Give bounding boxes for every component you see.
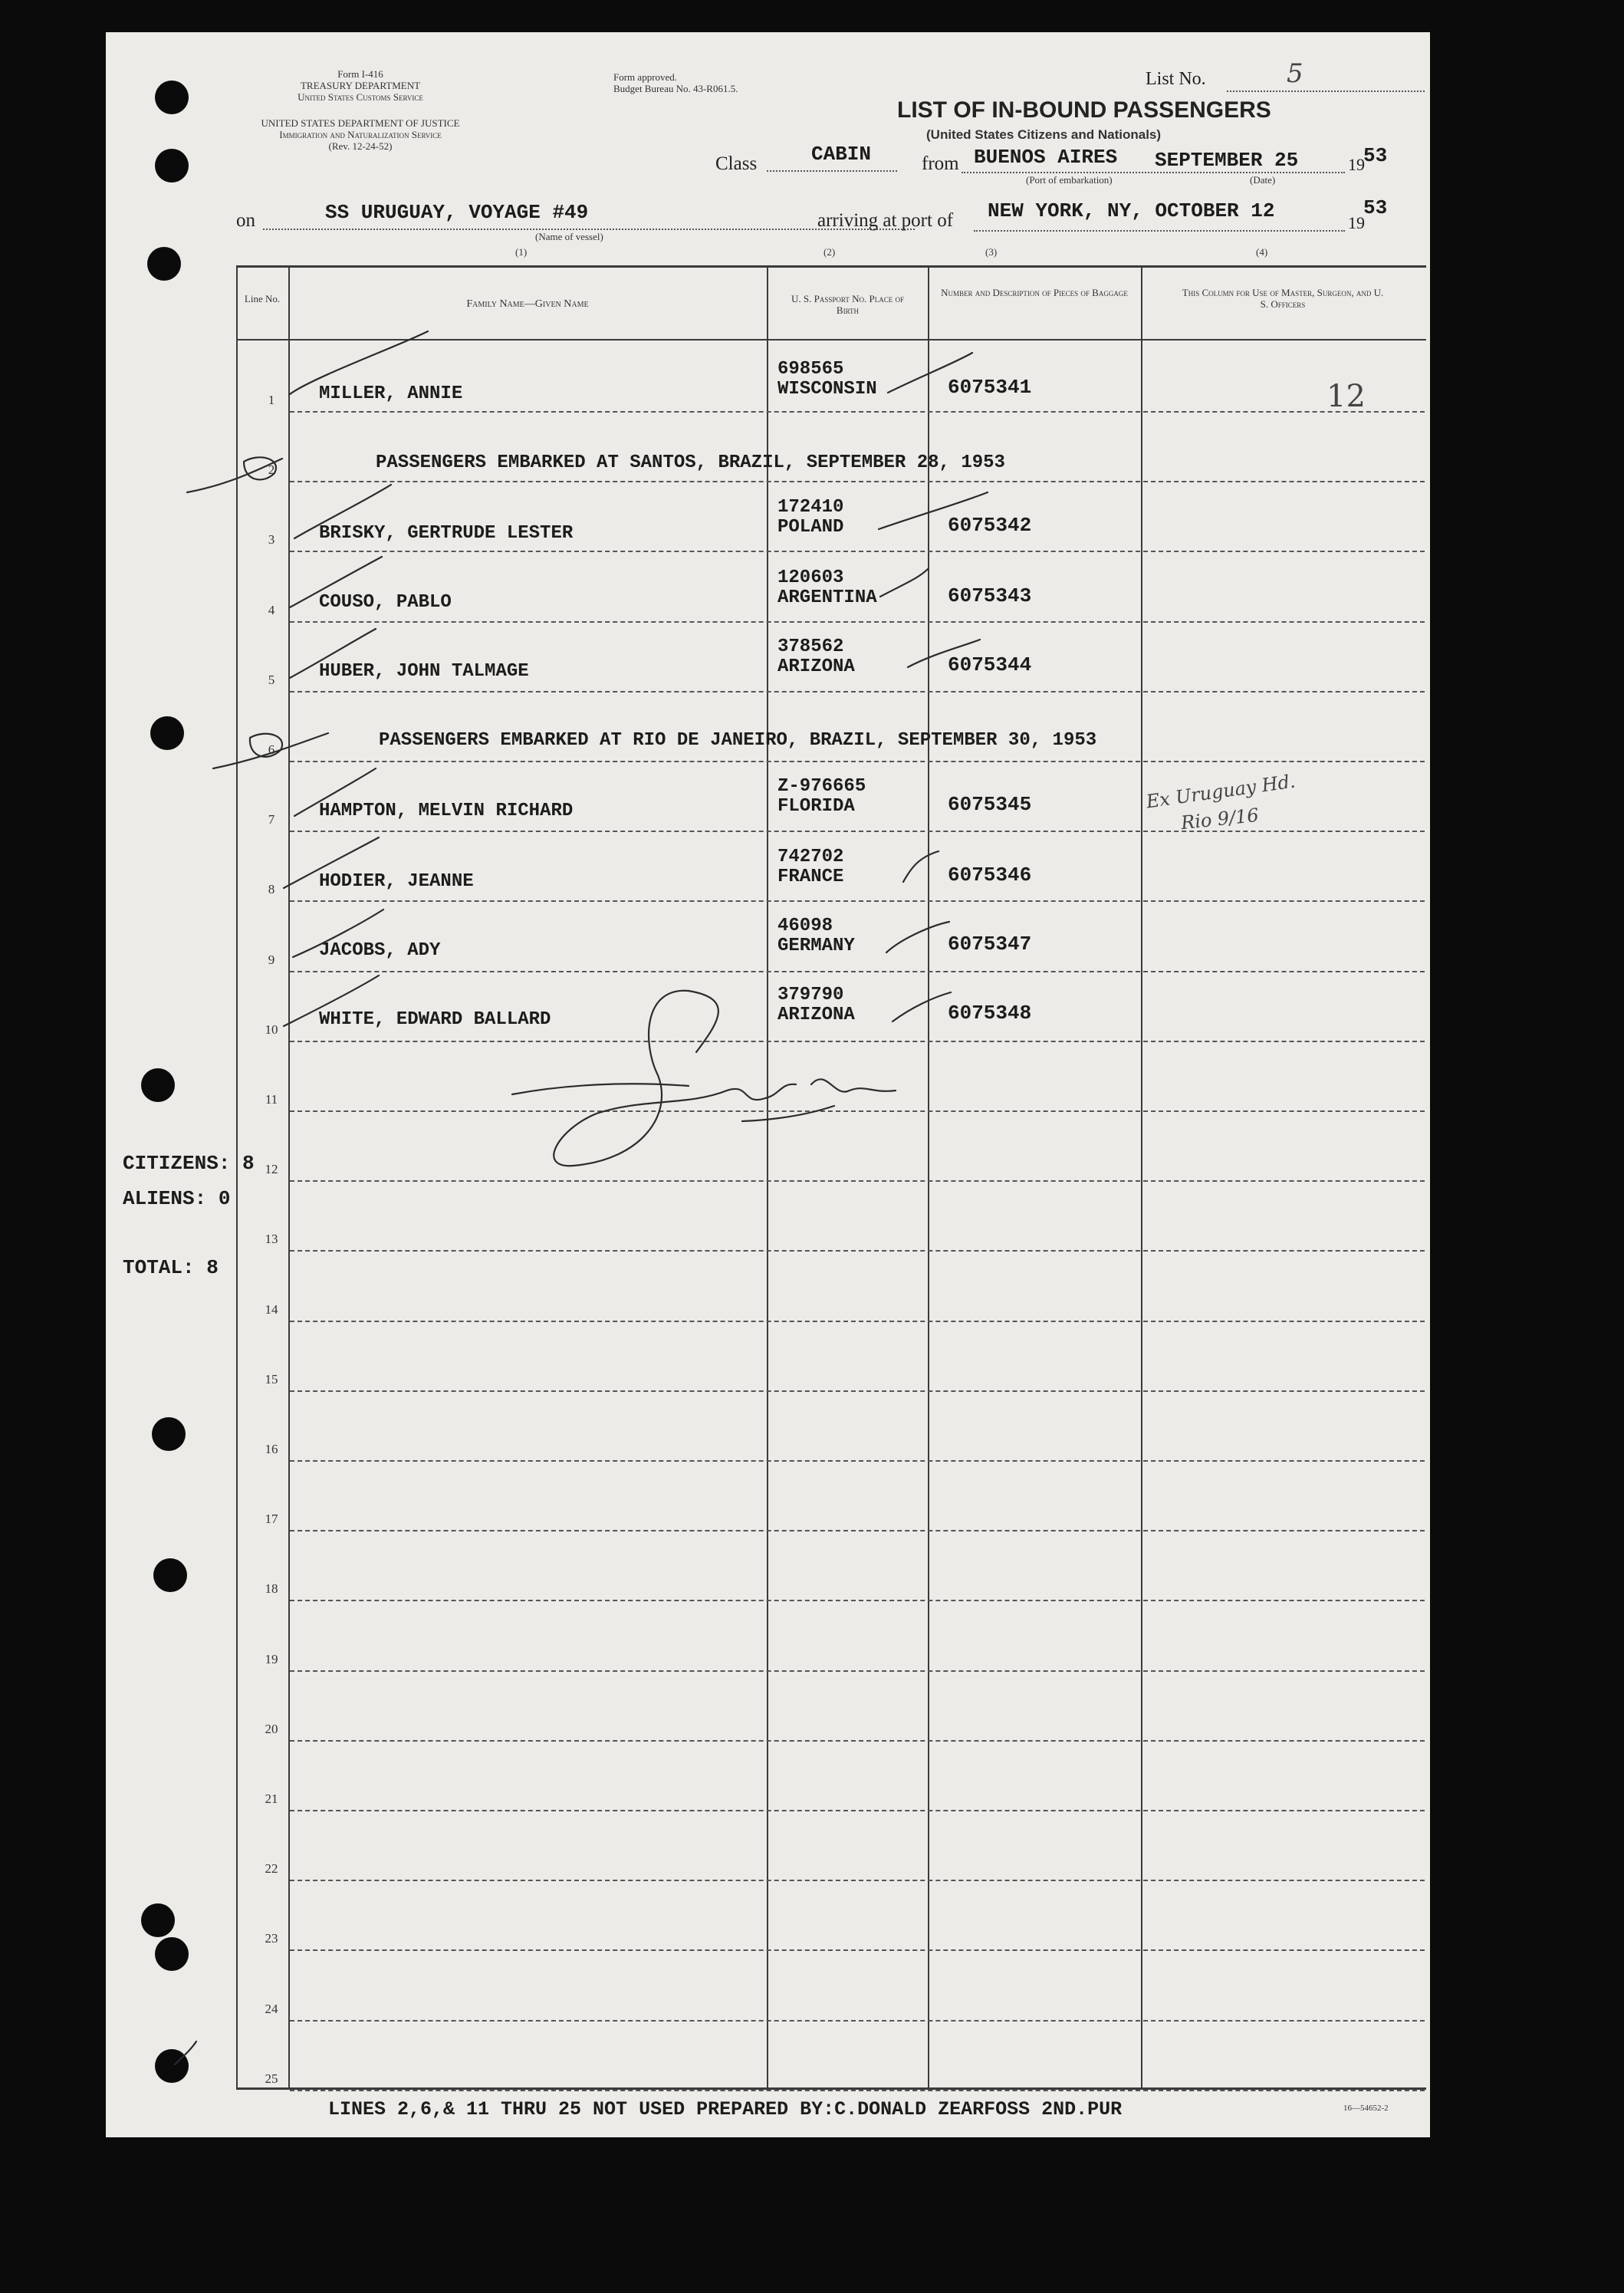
line-number: 11 [265,1092,278,1107]
header-baggage: Number and Description of Pieces of Baggage [941,287,1128,298]
check-mark [293,910,383,957]
passenger-name: COUSO, PABLO [319,592,452,613]
footer-note: LINES 2,6,& 11 THRU 25 NOT USED PREPARED BY:C.DONALD ZEARFOSS 2ND.PUR [328,2098,1123,2120]
line-number: 21 [265,1791,278,1806]
passenger-name: HUBER, JOHN TALMAGE [319,661,529,682]
baggage-number: 6075343 [948,584,1032,607]
class-label: Class [715,153,758,174]
check-mark [284,975,379,1026]
handwritten-note: Ex Uruguay Hd. [1145,770,1297,813]
handwritten-count: 12 [1326,379,1366,414]
from-port: BUENOS AIRES [974,146,1118,169]
form-subtitle: (United States Citizens and Nationals) [926,127,1162,142]
list-no-label: List No. [1146,69,1206,89]
citizens-count: CITIZENS: 8 [123,1152,255,1175]
passport-number: Z-976665 [777,776,866,797]
line-number: 17 [265,1512,278,1526]
year-prefix: 19 [1348,213,1365,232]
passenger-name: HAMPTON, MELVIN RICHARD [319,801,574,821]
line-number: 4 [268,603,275,617]
justice-department: UNITED STATES DEPARTMENT OF JUSTICE [261,117,460,129]
passport-number: 378562 [777,637,844,657]
birthplace: ARGENTINA [777,587,877,608]
line-number: 18 [265,1581,278,1596]
birthplace: GERMANY [777,936,855,956]
line-number: 24 [265,2002,278,2016]
line-number: 14 [265,1302,278,1317]
col-number-3: (3) [985,246,998,258]
passport-number: 742702 [777,847,844,867]
passport-number: 46098 [777,916,833,936]
section-header-rio: PASSENGERS EMBARKED AT RIO DE JANEIRO, BRAZIL, SEPTEMBER 30, 1953 [379,730,1097,751]
arrival-port-date: NEW YORK, NY, OCTOBER 12 [988,199,1275,222]
signature [512,991,796,1166]
line-number: 19 [265,1652,278,1666]
header-family-name: Family Name—Given Name [466,298,589,310]
baggage-number: 6075344 [948,653,1032,676]
baggage-number: 6075342 [948,514,1032,537]
aliens-count: ALIENS: 0 [123,1187,231,1210]
passenger-name: MILLER, ANNIE [319,383,463,404]
line-number: 1 [268,393,275,407]
handwritten-note: Rio 9/16 [1179,804,1260,834]
line-number: 25 [265,2071,278,2086]
form-title: LIST OF IN-BOUND PASSENGERS [897,97,1271,123]
check-mark [290,557,382,607]
baggage-number: 6075345 [948,793,1032,816]
line-number: 9 [268,952,275,967]
check-mark [290,629,376,678]
line-number: 15 [265,1372,278,1387]
line-number: 7 [268,812,275,827]
passenger-name: BRISKY, GERTRUDE LESTER [319,523,574,544]
check-mark [294,768,376,816]
customs-service: United States Customs Service [298,91,423,103]
col-number-1: (1) [515,246,528,258]
passport-tick [888,353,972,393]
treasury-department: TREASURY DEPARTMENT [300,80,421,91]
col-number-4: (4) [1256,246,1268,258]
line-number: 12 [265,1162,278,1176]
date-caption: (Date) [1250,174,1276,186]
form-number: Form I-416 [337,68,383,80]
form-revision: (Rev. 12-24-52) [328,140,393,152]
col-number-2: (2) [824,246,836,258]
passport-number: 172410 [777,497,844,518]
on-label: on [236,210,255,231]
check-mark [213,733,328,768]
check-mark [284,837,379,888]
check-mark [187,459,282,492]
passenger-name: WHITE, EDWARD BALLARD [319,1009,551,1030]
passport-tick [903,851,939,882]
header-line-no: Line No. [244,293,281,304]
section-header-santos: PASSENGERS EMBARKED AT SANTOS, BRAZIL, SEPTEMBER 28, 1953 [376,452,1005,473]
line-number: 5 [268,673,275,687]
birthplace: WISCONSIN [777,379,877,400]
passport-number: 379790 [777,985,844,1005]
check-mark [290,331,428,394]
line-number: 13 [265,1232,278,1246]
birthplace: FLORIDA [777,796,855,817]
birthplace: FRANCE [777,867,844,887]
form-approved: Form approved. [613,71,678,83]
line-number: 22 [265,1861,278,1876]
birthplace: ARIZONA [777,656,855,677]
immigration-service: Immigration and Naturalization Service [279,129,442,140]
birthplace: POLAND [777,517,844,538]
passport-tick [908,640,980,667]
year-prefix: 19 [1348,155,1365,174]
passport-number: 698565 [777,359,844,380]
birthplace: ARIZONA [777,1005,855,1025]
line-number: 10 [265,1022,278,1037]
form-code: 16—54652-2 [1343,2104,1389,2113]
line-number: 3 [268,532,275,547]
year-value: 53 [1363,144,1388,167]
line-number: 20 [265,1722,278,1736]
arriving-label: arriving at port of [817,210,954,231]
line-number: 6 [268,742,275,757]
passenger-name: HODIER, JEANNE [319,871,474,892]
line-number: 23 [265,1931,278,1946]
handwriting-marks [106,32,1430,2137]
from-label: from [922,153,959,174]
header-passport-birthplace: U. S. Passport No. Place of Birth [791,293,904,316]
passenger-manifest-page [106,32,1430,2137]
arrival-year: 53 [1363,196,1388,219]
circle-mark [250,734,282,757]
baggage-number: 6075346 [948,864,1032,887]
baggage-number: 6075348 [948,1002,1032,1025]
passport-tick [879,492,988,529]
passport-tick [886,922,949,952]
passport-tick [893,992,951,1021]
passport-number: 120603 [777,567,844,588]
vessel-caption: (Name of vessel) [535,231,603,242]
passport-tick [880,569,928,597]
signature [742,1079,896,1121]
check-mark [294,485,391,538]
from-date: SEPTEMBER 25 [1155,149,1299,172]
list-no-value: 5 [1287,58,1303,89]
baggage-number: 6075341 [948,376,1032,399]
port-embarkation-caption: (Port of embarkation) [1026,174,1113,186]
class-value: CABIN [811,143,872,166]
header-officers-use: This Column for Use of Master, Surgeon, and U. S. Officers [1182,287,1384,310]
line-number: 16 [265,1442,278,1456]
total-count: TOTAL: 8 [123,1256,219,1279]
line-number: 2 [268,462,275,477]
budget-bureau-number: Budget Bureau No. 43-R061.5. [613,83,738,94]
passenger-name: JACOBS, ADY [319,940,441,961]
baggage-number: 6075347 [948,933,1032,956]
margin-tick [175,2041,196,2064]
line-number: 8 [268,882,275,896]
vessel-name: SS URUGUAY, VOYAGE #49 [325,201,589,224]
